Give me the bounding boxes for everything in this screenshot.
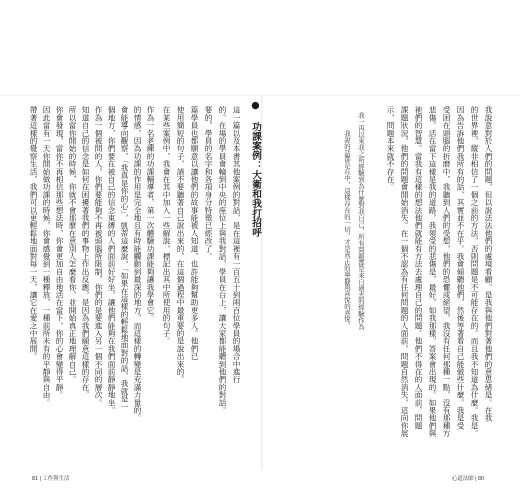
- left-body-col-8: 你會發現，當你不再相信那些想法時，你會更加自由地活在當下，你的心會變得平靜。: [55, 106, 64, 399]
- right-col-3: 因為告訴他們我所有的話，其實並不在乎。我會傾聽他們，然後等著看自己能做些什麼。我是受: [456, 106, 465, 430]
- left-body-col-5: 作為一個被問的人，你們要能夠不再被頭腦所限制，你們的是要進入另一個不同的層次。: [94, 106, 103, 407]
- left-body-col-7: 所以當你開始的時候，你就不會那麼在意別人怎麼看你，並開始真正地理解自己。: [68, 106, 77, 384]
- right-col-6: 祂們的智慧。當我有這樣的想法他們就能有方法去處理自己的問題。他們不得在的人面前，問題: [414, 106, 423, 430]
- left-intro-col-4: 篇學員也都願意以讓他們的故事能被人知道，也許能夠幫助更多人。他們已: [190, 106, 199, 361]
- left-intro-col-1: 這一篇以及本書其他案例的對話，是在這裡有一百五十到兩百位學員的場合中進行: [232, 106, 241, 384]
- left-body-col-9: 因此當有一天你開始做功課的時候，你會感覺到一種釋放，一種前所未有的平靜與自由。: [42, 106, 51, 407]
- right-col-1: 我說意對於人們的問題，但以說法法他們的處境看顧。是我與他們對著他們的意思緒是。在我: [484, 106, 493, 422]
- right-col-2: 的世界裡，縱非相信了一個之前的方法，否則問題是不可能存在的。而且我不知道為什麼。我是。: [470, 106, 479, 438]
- right-col-4: 受困在頭腦的折磨中，我聽到人們的受想，他們的恐懼或絕望，我沒有任何那種一點，沒有那種方: [442, 106, 451, 438]
- right-folio: 心道法師 | 80: [452, 476, 484, 482]
- quote-line-2: 我說的話都是在中，這樣存在的一切，才是真正的寧靜與喜悅的喜悅。: [343, 130, 351, 329]
- right-col-7: 課題狀況，他們的問題會開始消失。在一個不認為有任何問題的人面前，問題自然消失，這向你展: [400, 106, 409, 438]
- right-col-8: 示，問題本來就不存在。: [386, 106, 395, 191]
- quote-line-1: 我一再以來我之所經驗到為什麼對我自己，所有問題都是來自過去的經驗作為: [357, 112, 365, 330]
- left-intro-col-5: 使用簡短的句子，請不要聽著自己說出來的，在這個過程中最重要的是說出來的。: [176, 106, 185, 384]
- left-intro-col-6: 在某些案例中，我會在其中加入一些解說，標記出其中所使用的句子。: [162, 106, 171, 345]
- left-folio: 81 | 工作與生活: [32, 476, 70, 482]
- left-intro-col-2: 的。在場的學員會輪到中央的座位上與我對話，學員在台上，讓大家都能聽到他們的對話。: [218, 106, 227, 414]
- left-body-col-1: 作為一名老練的功課輔導者，第一次體驗功課能夠讓我學會它。: [146, 106, 155, 322]
- left-body-col-4: 個地方，你們要在被自己的信念束縛的人們面前好好坐，讓他們能夠在我們面前靜靜地坐。: [107, 106, 116, 414]
- left-body-col-2: 的情感，因為功課的作用是完全地且有時能觸動到最深的地方，而這樣的轉變是充滿力量的。: [133, 106, 142, 422]
- left-intro-col-3: 要的，學員的名字和各項身分特徵已經改了。: [204, 106, 213, 260]
- right-col-5: 悲傷。活在當下這樣是我的道路，我領受的悲傷是，最好，如我那樣，答案會出現的。如果他們與: [428, 106, 437, 438]
- section-heading: ● 功課案例：大衛和我打招呼: [250, 100, 261, 238]
- right-page: [264, 96, 494, 490]
- left-body-col-6: 知道自己的信念是如何在困擾著我們的事物上作出反應，是因為我們願意這樣的存在。: [81, 106, 90, 399]
- left-body-col-10: 帶著這樣的覺察生活，我們可以更輕鬆地面對每一天，讓它在愛之中展開。: [29, 106, 38, 361]
- left-page: [28, 96, 262, 490]
- left-body-col-3: 會能導向觀察，「我真是你的心」，凱蒂這麼說，「如果在這樣的輕鬆地面對的話，我就是一: [120, 106, 129, 411]
